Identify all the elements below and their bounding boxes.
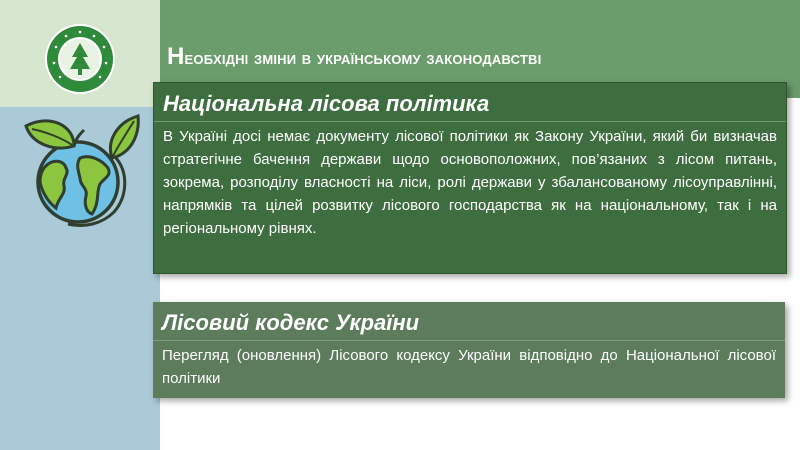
card-national-forest-policy (153, 82, 787, 274)
card-body-text: Перегляд (оновлення) Лісового кодексу України відповідно до Національної лісової політики (162, 347, 776, 387)
slide-title (167, 43, 787, 71)
card-heading: Національна лісова політика (154, 83, 786, 122)
slide-title-rest: еобхідні зміни в українському законодавстві (184, 48, 542, 69)
card-body-text: В Україні досі немає документу лісової політики як Закону України, який би визначав стратегічне бачення держави щодо основоположних, пов’язаних з лісом питань, зокрема, розподілу власності на ліси, ролі держави у збалансованому лісоуправлінні, напрямків та цілей розвитку лісового господарства як на національному, так і на регіональному рівнях. (163, 128, 777, 237)
earth-leaves-icon (18, 112, 146, 234)
card-forest-code (153, 302, 785, 398)
forest-agency-logo-icon (44, 23, 116, 95)
slide-title-first-letter: Н (167, 43, 185, 70)
card-heading: Лісовий кодекс України (153, 302, 785, 341)
